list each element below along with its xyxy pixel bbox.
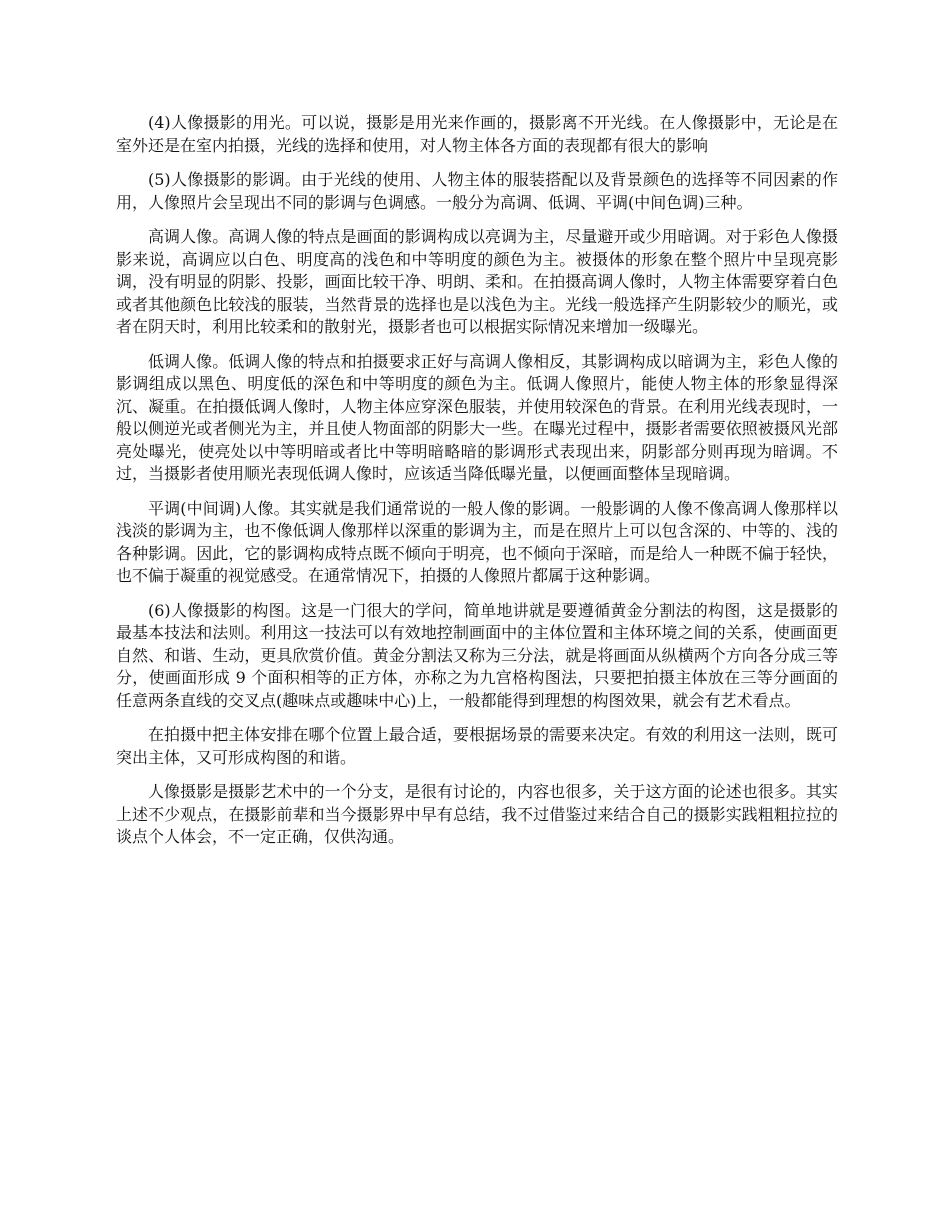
- paragraph-subject-placement: 在拍摄中把主体安排在哪个位置上最合适，要根据场景的需要来决定。有效的利用这一法则，既可突出主体，又可形成构图的和谐。: [116, 725, 838, 767]
- paragraph-high-key: 高调人像。高调人像的特点是画面的影调构成以亮调为主，尽量避开或少用暗调。对于彩色人像摄影来说，高调应以白色、明度高的浅色和中等明度的颜色为主。被摄体的形象在整个照片中呈现亮影调，没有明显的阴影、投影，画面比较干净、明朗、柔和。在拍摄高调人像时，人物主体需要穿着白色或者其他颜色比较浅的服装，当然背景的选择也是以浅色为主。光线一般选择产生阴影较少的顺光，或者在阴天时，利用比较柔和的散射光，摄影者也可以根据实际情况来增加一级曝光。: [116, 227, 838, 336]
- paragraph-middle-key: 平调(中间调)人像。其实就是我们通常说的一般人像的影调。一般影调的人像不像高调人像那样以浅淡的影调为主，也不像低调人像那样以深重的影调为主，而是在照片上可以包含深的、中等的、浅的各种影调。因此，它的影调构成特点既不倾向于明亮，也不倾向于深暗，而是给人一种既不偏于轻快，也不偏于凝重的视觉感受。在通常情况下，拍摄的人像照片都属于这种影调。: [116, 498, 838, 585]
- document-body: [116, 112, 838, 861]
- paragraph-tonality: (5)人像摄影的影调。由于光线的使用、人物主体的服装搭配以及背景颜色的选择等不同因素的作用，人像照片会呈现出不同的影调与色调感。一般分为高调、低调、平调(中间色调)三种。: [116, 170, 838, 212]
- paragraph-composition: (6)人像摄影的构图。这是一门很大的学问，简单地讲就是要遵循黄金分割法的构图，这是摄影的最基本技法和法则。利用这一技法可以有效地控制画面中的主体位置和主体环境之间的关系，使画面更自然、和谐、生动，更具欣赏价值。黄金分割法又称为三分法，就是将画面从纵横两个方向各分成三等分，使画面形成 9 个面积相等的正方体，亦称之为九宫格构图法，只要把拍摄主体放在三等分画面的任意两条直线的交叉点(趣味点或趣味中心)上，一般都能得到理想的构图效果，就会有艺术看点。: [116, 600, 838, 710]
- paragraph-lighting: (4)人像摄影的用光。可以说，摄影是用光来作画的，摄影离不开光线。在人像摄影中，无论是在室外还是在室内拍摄，光线的选择和使用，对人物主体各方面的表现都有很大的影响: [116, 113, 838, 155]
- paragraph-low-key: 低调人像。低调人像的特点和拍摄要求正好与高调人像相反，其影调构成以暗调为主，彩色人像的影调组成以黑色、明度低的深色和中等明度的颜色为主。低调人像照片，能使人物主体的形象显得深沉、凝重。在拍摄低调人像时，人物主体应穿深色服装，并使用较深色的背景。在利用光线表现时，一般以侧逆光或者侧光为主，并且使人物面部的阴影大一些。在曝光过程中，摄影者需要依照被摄风光部亮处曝光，使亮处以中等明暗或者比中等明暗略暗的影调形式表现出来，阴影部分则再现为暗调。不过，当摄影者使用顺光表现低调人像时，应该适当降低曝光量，以便画面整体呈现暗调。: [116, 351, 838, 483]
- paragraph-conclusion: 人像摄影是摄影艺术中的一个分支，是很有讨论的，内容也很多，关于这方面的论述也很多。其实上述不少观点，在摄影前辈和当今摄影界中早有总结，我不过借鉴过来结合自己的摄影实践粗粗拉拉的谈点个人体会，不一定正确，仅供沟通。: [116, 782, 838, 846]
